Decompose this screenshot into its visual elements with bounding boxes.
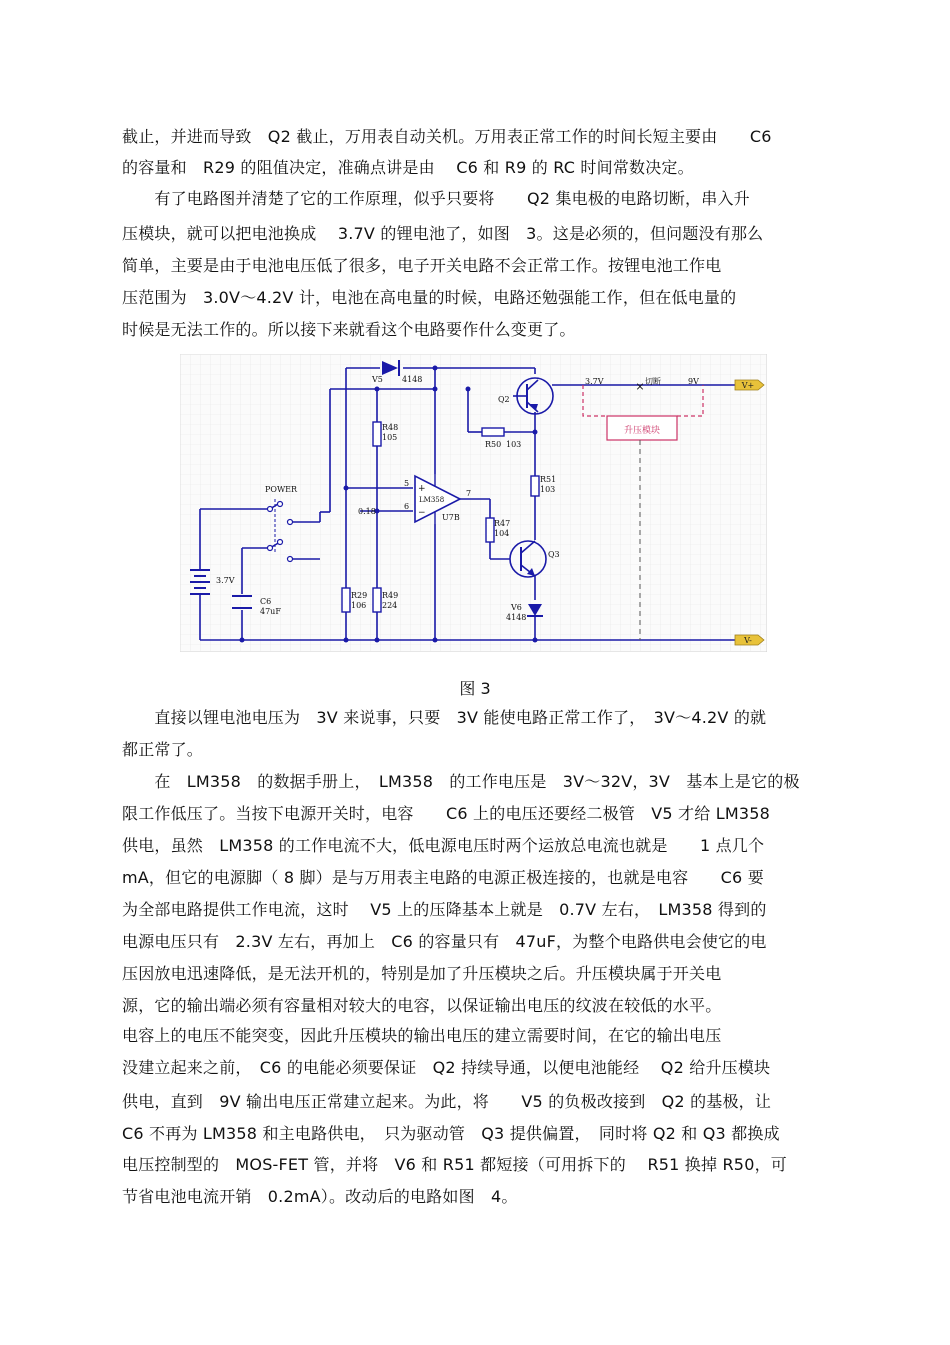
text-line: 电容上的电压不能突变，因此升压模块的输出电压的建立需要时间，在它的输出电压 xyxy=(122,1026,722,1045)
label-r47: R47 xyxy=(494,519,511,528)
label-pin6: 6 xyxy=(404,502,410,511)
text-line: 电压控制型的 MOS-FET 管，并将 V6 和 R51 都短接（可用拆下的 R51 换掉 R50，可 xyxy=(122,1155,787,1174)
text-line: 供电，虽然 LM358 的工作电流不大，低电源电压时两个运放总电流也就是 1 点几个 xyxy=(122,836,765,855)
label-minus: − xyxy=(418,508,426,518)
label-c6-val: 47uF xyxy=(260,607,281,616)
label-r51-val: 103 xyxy=(540,485,556,494)
label-q3: Q3 xyxy=(548,550,560,559)
text-line: 时候是无法工作的。所以接下来就看这个电路要作什么变更了。 xyxy=(122,320,576,339)
label-r51: R51 xyxy=(540,475,557,484)
boost-label: 升压模块 xyxy=(623,426,661,436)
cut-x-icon: × xyxy=(635,380,645,393)
resistor-r51 xyxy=(531,476,539,496)
label-battery: 3.7V xyxy=(216,576,235,585)
text-line: 直接以锂电池电压为 3V 来说事，只要 3V 能使电路正常工作了， 3V～4.2V 的就 xyxy=(122,708,767,727)
circuit-diagram-figure xyxy=(180,354,767,652)
resistor-r29 xyxy=(342,588,350,612)
resistor-r49 xyxy=(373,588,381,612)
label-3v7: 3.7V xyxy=(585,377,604,386)
label-r49: R49 xyxy=(382,591,399,600)
text-line: 压范围为 3.0V～4.2V 计，电池在高电量的时候，电路还勉强能工作，但在低电量的 xyxy=(122,288,737,307)
label-r47-val: 104 xyxy=(494,529,510,538)
label-r49-val: 224 xyxy=(382,601,398,610)
label-v5: V5 xyxy=(372,375,383,384)
text-line: 没建立起来之前， C6 的电能必须要保证 Q2 持续导通，以便电池能经 Q2 给升压模块 xyxy=(122,1058,771,1077)
text-line: 简单，主要是由于电池电压低了很多，电子开关电路不会正常工作。按锂电池工作电 xyxy=(122,256,722,275)
text-line: mA，但它的电源脚（ 8 脚）是与万用表主电路的电源正极连接的，也就是电容 C6 要 xyxy=(122,868,764,887)
text-line: 限工作低压了。当按下电源开关时，电容 C6 上的电压还要经二极管 V5 才给 LM358 xyxy=(122,804,770,823)
svg-text:V+: V+ xyxy=(741,381,755,390)
text-line: 为全部电路提供工作电流，这时 V5 上的压降基本上就是 0.7V 左右， LM358 得到的 xyxy=(122,900,767,919)
text-line: 截止，并进而导致 Q2 截止，万用表自动关机。万用表正常工作的时间长短主要由 C6 xyxy=(122,127,772,146)
label-v6-val: 4148 xyxy=(506,613,527,622)
label-power: POWER xyxy=(265,485,298,494)
svg-text:V-: V- xyxy=(744,636,752,645)
text-line: 有了电路图并清楚了它的工作原理，似乎只要将 Q2 集电极的电路切断，串入升 xyxy=(122,189,750,208)
label-v6: V6 xyxy=(511,603,522,612)
vplus-flag xyxy=(735,380,764,390)
figure-caption: 图 3 xyxy=(459,679,491,698)
resistor-r50 xyxy=(482,428,504,436)
text-line: 供电，直到 9V 输出电压正常建立起来。为此，将 V5 的负极改接到 Q2 的基极，让 xyxy=(122,1092,772,1111)
text-line: 的容量和 R29 的阻值决定，准确点讲是由 C6 和 R9 的 RC 时间常数决定。 xyxy=(122,158,694,177)
label-d4148: 4148 xyxy=(402,375,423,384)
resistor-r48 xyxy=(373,422,381,446)
text-line: 压模块，就可以把电池换成 3.7V 的锂电池了，如图 3。这是必须的，但问题没有那么 xyxy=(122,224,764,243)
label-0v18: 0.18 xyxy=(358,507,376,516)
label-plus: + xyxy=(418,484,426,494)
text-line: 压因放电迅速降低，是无法开机的，特别是加了升压模块之后。升压模块属于开关电 xyxy=(122,964,722,983)
label-cut: 切断 xyxy=(645,377,661,386)
resistor-r47 xyxy=(486,518,494,542)
vminus-flag xyxy=(735,635,764,645)
label-r50: R50 xyxy=(485,440,502,449)
text-line: 在 LM358 的数据手册上， LM358 的工作电压是 3V～32V，3V 基本上是它的极 xyxy=(122,772,800,791)
text-line: C6 不再为 LM358 和主电路供电， 只为驱动管 Q3 提供偏置， 同时将 Q2 和 Q3 都换成 xyxy=(122,1124,780,1143)
label-u7b: U7B xyxy=(442,513,460,522)
label-pin5: 5 xyxy=(404,479,410,488)
text-line: 源，它的输出端必须有容量相对较大的电容，以保证输出电压的纹波在较低的水平。 xyxy=(122,996,722,1015)
label-r48-val: 105 xyxy=(382,433,398,442)
label-9v: 9V xyxy=(688,377,699,386)
label-q2: Q2 xyxy=(498,395,510,404)
label-lm358: LM358 xyxy=(419,496,445,504)
label-r29: R29 xyxy=(351,591,368,600)
circuit-schematic xyxy=(180,354,767,652)
label-r50-val: 103 xyxy=(506,440,522,449)
text-line: 电源电压只有 2.3V 左右，再加上 C6 的容量只有 47uF，为整个电路供电会使它的电 xyxy=(122,932,767,951)
text-line: 节省电池电流开销 0.2mA）。改动后的电路如图 4。 xyxy=(122,1187,518,1206)
label-r48: R48 xyxy=(382,423,399,432)
label-r29-val: 106 xyxy=(351,601,367,610)
label-pin7: 7 xyxy=(466,489,472,498)
text-line: 都正常了。 xyxy=(122,740,204,759)
label-c6: C6 xyxy=(260,597,272,606)
